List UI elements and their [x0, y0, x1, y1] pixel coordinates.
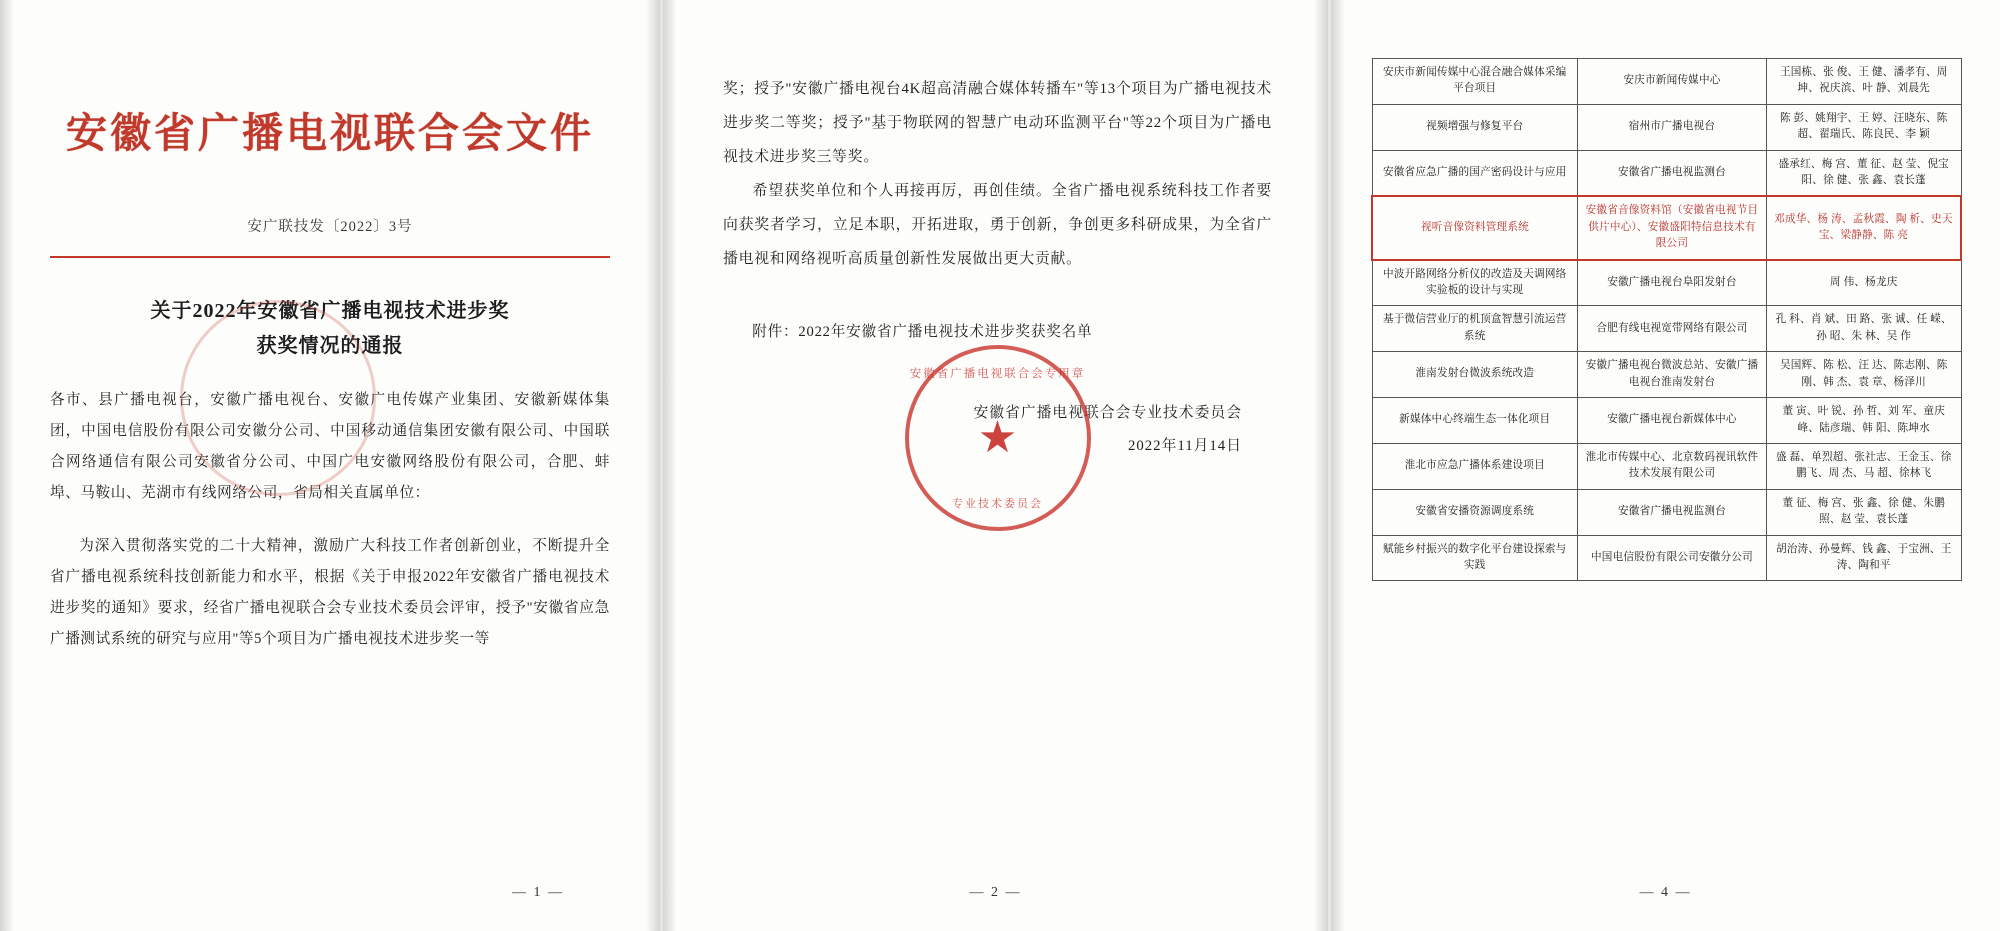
page-3-gutter-shadow-left: [1331, 0, 1345, 931]
page-2-paragraph-2: 希望获奖单位和个人再接再厉，再创佳绩。全省广播电视系统科技工作者要向获奖者学习，立足本职，开拓进取，勇于创新，争创更多科研成果，为全省广播电视和网络视听高质量创新性发展做出更大贡献。: [723, 183, 1272, 268]
document-heading-line-2: 获奖情况的通报: [256, 334, 404, 357]
page-gutter-shadow-left: [0, 0, 14, 931]
table-cell-people: 孔 科、肖 斌、田 路、张 诚、任 嵘、孙 昭、朱 林、吴 作: [1766, 306, 1961, 352]
page-2-paragraph-1: 奖；授予"安徽广播电视台4K超高清融合媒体转播车"等13个项目为广播电视技术进步奖二等奖；授予"基于物联网的智慧广电动环监测平台"等22个项目为广播电视技术进步奖三等奖。: [723, 81, 1272, 166]
table-row: [1372, 196, 1961, 259]
document-page-3: [1331, 0, 2000, 931]
page-3-folio: — 4 —: [1639, 885, 1692, 900]
page-3-content: [1371, 58, 1962, 905]
attachment-line: 附件：2022年安徽省广播电视技术进步奖获奖名单: [752, 324, 1093, 341]
table-cell-unit: 安徽省音像资料馆（安徽省电视节目供片中心）、安徽盛阳特信息技术有限公司: [1577, 196, 1766, 259]
signature-date: 2022年11月14日: [1127, 437, 1242, 454]
table-cell-project: 淮北市应急广播体系建设项目: [1372, 443, 1577, 489]
table-row: [1372, 150, 1961, 196]
red-divider-rule: [50, 256, 610, 258]
table-cell-unit: 安徽广播电视台微波总站、安徽广播电视台淮南发射台: [1577, 352, 1766, 398]
page-2-gutter-shadow-left: [663, 0, 677, 931]
signature-block: [723, 368, 1272, 511]
table-cell-unit: 安徽广播电视台新媒体中心: [1577, 398, 1766, 444]
document-heading-line-1: 关于2022年安徽省广播电视技术进步奖: [150, 300, 510, 323]
table-cell-unit: 安徽广播电视台阜阳发射台: [1577, 260, 1766, 306]
table-cell-unit: 合肥有线电视宽带网络有限公司: [1577, 306, 1766, 352]
table-cell-unit: 安庆市新闻传媒中心: [1577, 59, 1766, 105]
table-row: [1372, 443, 1961, 489]
page-1-content: [50, 46, 610, 905]
table-cell-unit: 中国电信股份有限公司安徽分公司: [1577, 535, 1766, 581]
page-1-folio: — 1 —: [512, 885, 564, 900]
table-cell-people: 胡治涛、孙曼辉、钱 鑫、于宝洲、王 涛、陶和平: [1766, 535, 1961, 581]
signature-organization: 安徽省广播电视联合会专业技术委员会: [973, 405, 1242, 422]
table-cell-project: 视频增强与修复平台: [1372, 104, 1577, 150]
table-cell-people: 盛 磊、单烈超、张社志、王金玉、徐鹏飞、周 杰、马 超、徐林飞: [1766, 443, 1961, 489]
table-cell-project: 安徽省安播资源调度系统: [1372, 489, 1577, 535]
document-heading: [50, 294, 610, 363]
document-number: 安广联技发〔2022〕3号: [247, 219, 413, 235]
page-1-paragraph-2: 为深入贯彻落实党的二十大精神，激励广大科技工作者创新创业，不断提升全省广播电视系统科技创新能力和水平，根据《关于申报2022年安徽省广播电视技术进步奖的通知》要求，经省广播电视联合会专业技术委员会评审，授予"安徽省应急广播测试系统的研究与应用"等5个项目为广播电视技术进步奖一等: [50, 537, 610, 647]
table-cell-people: 陈 彭、姚翔宇、王 婷、汪晓东、陈 超、翟瑞氏、陈良民、李 颖: [1766, 104, 1961, 150]
award-list-table: [1371, 58, 1962, 581]
table-cell-people: 王国栋、张 俊、王 健、潘孝有、周 坤、祝庆滨、叶 静、刘晨先: [1766, 59, 1961, 105]
page-2-gutter-shadow-right: [1314, 0, 1328, 931]
table-cell-project: 新媒体中心终端生态一体化项目: [1372, 398, 1577, 444]
table-cell-project: 安徽省应急广播的国产密码设计与应用: [1372, 150, 1577, 196]
table-cell-project: 淮南发射台微波系统改造: [1372, 352, 1577, 398]
table-cell-people: 董 寅、叶 锐、孙 哲、刘 军、童庆峰、陆彦瑞、韩 阳、陈坤水: [1766, 398, 1961, 444]
table-cell-project: 视听音像资料管理系统: [1372, 196, 1577, 259]
table-cell-people: 周 伟、杨龙庆: [1766, 260, 1961, 306]
table-row: [1372, 535, 1961, 581]
table-cell-people: 董 征、梅 宫、张 鑫、徐 健、朱鹏照、赵 莹、袁长蓬: [1766, 489, 1961, 535]
seal-top-text: 安徽省广播电视联合会专用章: [909, 368, 1086, 381]
table-cell-people: 盛承红、梅 宫、董 征、赵 莹、倪宝阳、徐 健、张 鑫、袁长蓬: [1766, 150, 1961, 196]
table-row: [1372, 489, 1961, 535]
table-row: [1372, 260, 1961, 306]
seal-star-icon: ★: [977, 413, 1018, 463]
table-cell-project: 基于微信营业厅的机顶盒智慧引流运营系统: [1372, 306, 1577, 352]
table-cell-project: 中波开路网络分析仪的改造及天调网络实验板的设计与实现: [1372, 260, 1577, 306]
table-cell-unit: 安徽省广播电视监测台: [1577, 489, 1766, 535]
table-row: [1372, 398, 1961, 444]
page-2-content: [723, 72, 1272, 905]
table-cell-unit: 淮北市传媒中心、北京数码视讯软件技术发展有限公司: [1577, 443, 1766, 489]
table-row: [1372, 306, 1961, 352]
table-cell-people: 吴国辉、陈 松、汪 达、陈志刚、陈 刚、韩 杰、袁 章、杨泽川: [1766, 352, 1961, 398]
page-gutter-shadow-right: [646, 0, 660, 931]
table-cell-unit: 安徽省广播电视监测台: [1577, 150, 1766, 196]
table-cell-project: 赋能乡村振兴的数字化平台建设探索与实践: [1372, 535, 1577, 581]
document-page-1: [0, 0, 660, 931]
table-row: [1372, 352, 1961, 398]
table-row: [1372, 59, 1961, 105]
page-title: 安徽省广播电视联合会文件: [66, 110, 594, 156]
table-row: [1372, 104, 1961, 150]
table-cell-people: 邓成华、杨 涛、孟秋霞、陶 析、史天宝、梁静静、陈 亮: [1766, 196, 1961, 259]
table-cell-project: 安庆市新闻传媒中心混合融合媒体采编平台项目: [1372, 59, 1577, 105]
seal-bottom-text: 专业技术委员会: [952, 498, 1043, 511]
page-1-paragraph-1: 各市、县广播电视台，安徽广播电视台、安徽广电传媒产业集团、安徽新媒体集团，中国电信股份有限公司安徽分公司、中国移动通信集团安徽有限公司、中国联合网络通信有限公司安徽省分公司、中国广电安徽网络股份有限公司，合肥、蚌埠、马鞍山、芜湖市有线网络公司，省局相关直属单位：: [50, 392, 610, 501]
page-2-folio: — 2 —: [969, 885, 1022, 900]
document-page-2: [663, 0, 1328, 931]
table-cell-unit: 宿州市广播电视台: [1577, 104, 1766, 150]
